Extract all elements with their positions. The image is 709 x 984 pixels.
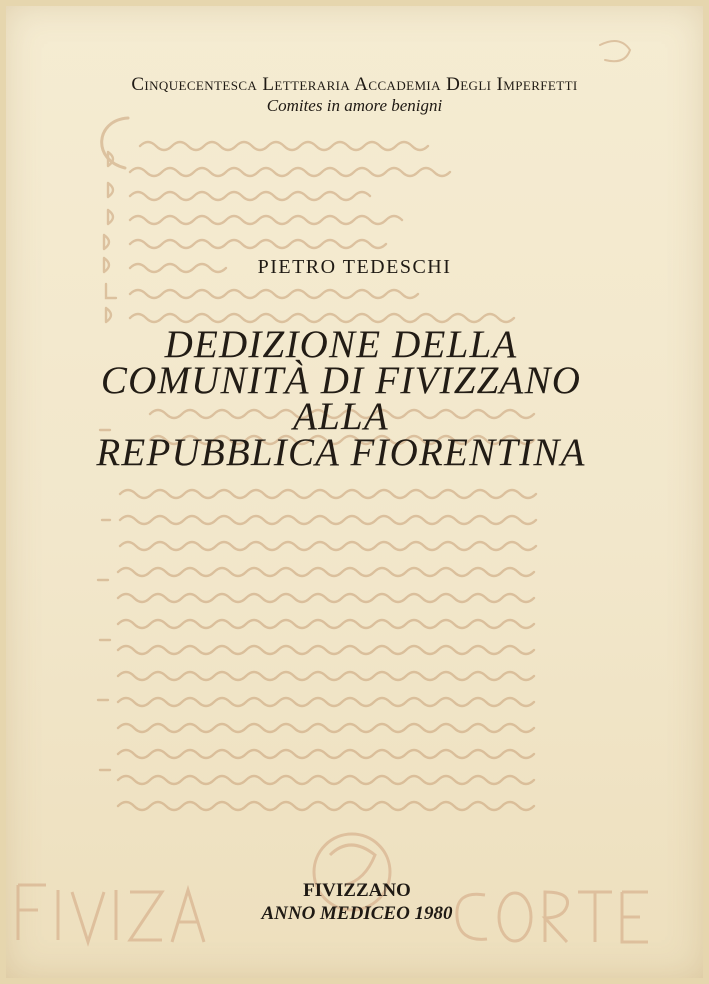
- publication-year: ANNO MEDICEO 1980: [261, 903, 453, 924]
- title-line: REPUBBLICA FIORENTINA: [96, 431, 586, 474]
- title-line: ALLA: [293, 395, 389, 438]
- title-line: COMUNITÀ DI FIVIZZANO: [100, 359, 582, 402]
- book-title: [0, 323, 682, 474]
- academy-motto: Comites in amore benigni: [266, 96, 443, 115]
- title-line: DEDIZIONE DELLA: [164, 323, 518, 366]
- publication-place: FIVIZZANO: [303, 880, 411, 901]
- author-name: PIETRO TEDESCHI: [257, 256, 452, 278]
- academy-name: Cinquecentesca Letteraria Accademia Degli Imperfetti: [131, 74, 578, 95]
